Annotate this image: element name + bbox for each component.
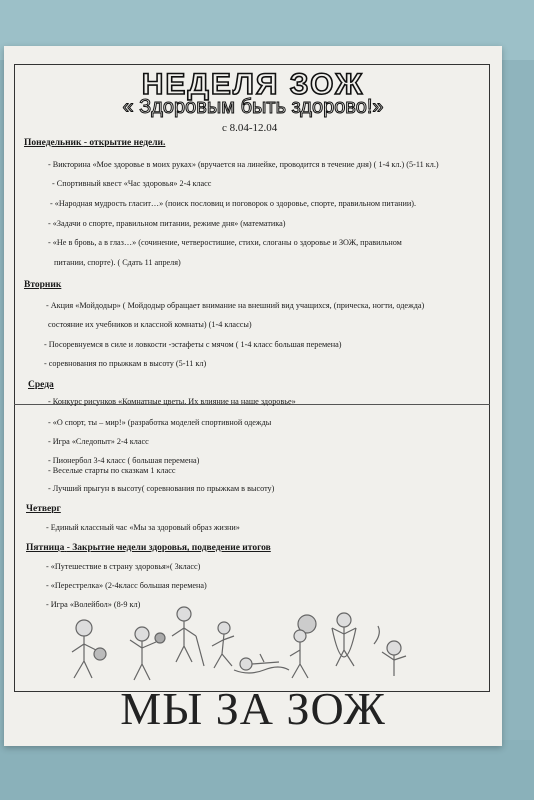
list-item: - Веселые старты по сказкам 1 класс [48, 466, 176, 475]
sports-kids-illustration [64, 606, 444, 686]
list-item: - Конкурс рисунков «Комнатные цветы. Их влияние на наше здоровье» [48, 397, 296, 406]
day-heading-wednesday [28, 380, 54, 390]
list-item: - Лучший прыгун в высоту( соревнования по прыжкам в высоту) [48, 484, 275, 493]
kid-gymnast-icon [374, 626, 406, 676]
day-name: Вторник [24, 280, 62, 290]
list-item: - Посоревнуемся в силе и ловкости -эстафеты с мячом ( 1-4 класс большая перемена) [44, 340, 342, 349]
wall-bottom [0, 740, 534, 800]
list-item: - Викторина «Мое здоровье в моих руках» (вручается на линейке, проводится в течение дня) ( 1-4 кл.) (5-11 кл.) [48, 160, 439, 169]
kid-globe-icon [290, 615, 316, 678]
poster-frame [14, 64, 490, 692]
kid-hockey-icon [172, 607, 204, 666]
list-item: - «Путешествие в страну здоровья»( 3класс) [46, 562, 201, 571]
list-item: - «Народная мудрость гласит…» (поиск пословиц и поговорок о здоровье, спорте, правильном питании). [50, 199, 417, 208]
day-heading-thursday [26, 504, 61, 514]
poster-subtitle: « Здоровым быть здорово!» [122, 96, 384, 118]
kid-with-ball-icon [72, 620, 106, 678]
list-item: - «О спорт, ты – мир!» (разработка моделей спортивной одежды [48, 418, 272, 427]
day-theme: - Закрытие недели здоровья, подведение итогов [66, 543, 271, 553]
poster-sheet [4, 46, 502, 746]
day-theme: - открытие недели. [83, 138, 166, 148]
day-heading-monday [24, 138, 165, 148]
list-item: - Спортивный квест «Час здоровья» 2-4 класс [52, 179, 212, 188]
kid-jumping-rope-icon [332, 613, 356, 666]
day-heading-friday [26, 543, 271, 553]
poster-title: НЕДЕЛЯ ЗОЖ [141, 68, 365, 101]
list-item: - Пионербол 3-4 класс ( большая перемена) [48, 456, 200, 465]
list-item: - Акция «Мойдодыр» ( Мойдодыр обращает внимание на внешний вид учащихся, (прическа, ногти, одежда) [46, 301, 425, 310]
day-name: Пятница [26, 543, 65, 553]
day-name: Среда [28, 380, 54, 390]
day-heading-tuesday [24, 280, 61, 290]
list-item: - Игра «Волейбол» (8-9 кл) [46, 600, 141, 609]
list-item: - «Не в бровь, а в глаз…» (сочинение, четверостишие, стихи, слоганы о здоровье и ЗОЖ, правильном [48, 238, 402, 247]
list-item: питании, спорте). ( Сдать 11 апреля) [54, 258, 181, 267]
kid-basketball-icon [130, 627, 165, 680]
poster-motto: МЫ ЗА ЗОЖ [120, 683, 386, 734]
list-item: - «Задачи о спорте, правильном питании, режиме дня» (математика) [48, 219, 286, 228]
poster-dates: с 8.04-12.04 [222, 122, 278, 134]
kid-swimming-icon [234, 654, 289, 673]
list-item: - Игра «Следопыт» 2-4 класс [48, 437, 149, 446]
list-item: - соревнования по прыжкам в высоту (5-11 кл) [44, 359, 207, 368]
kid-running-icon [212, 622, 234, 668]
list-item: - «Перестрелка» (2-4класс большая перемена) [46, 581, 207, 590]
list-item: - Единый классный час «Мы за здоровый образ жизни» [46, 523, 240, 532]
day-name: Понедельник [24, 138, 82, 148]
list-item: состояние их учебников и классной комнаты) (1-4 классы) [48, 320, 252, 329]
day-name: Четверг [26, 504, 61, 514]
